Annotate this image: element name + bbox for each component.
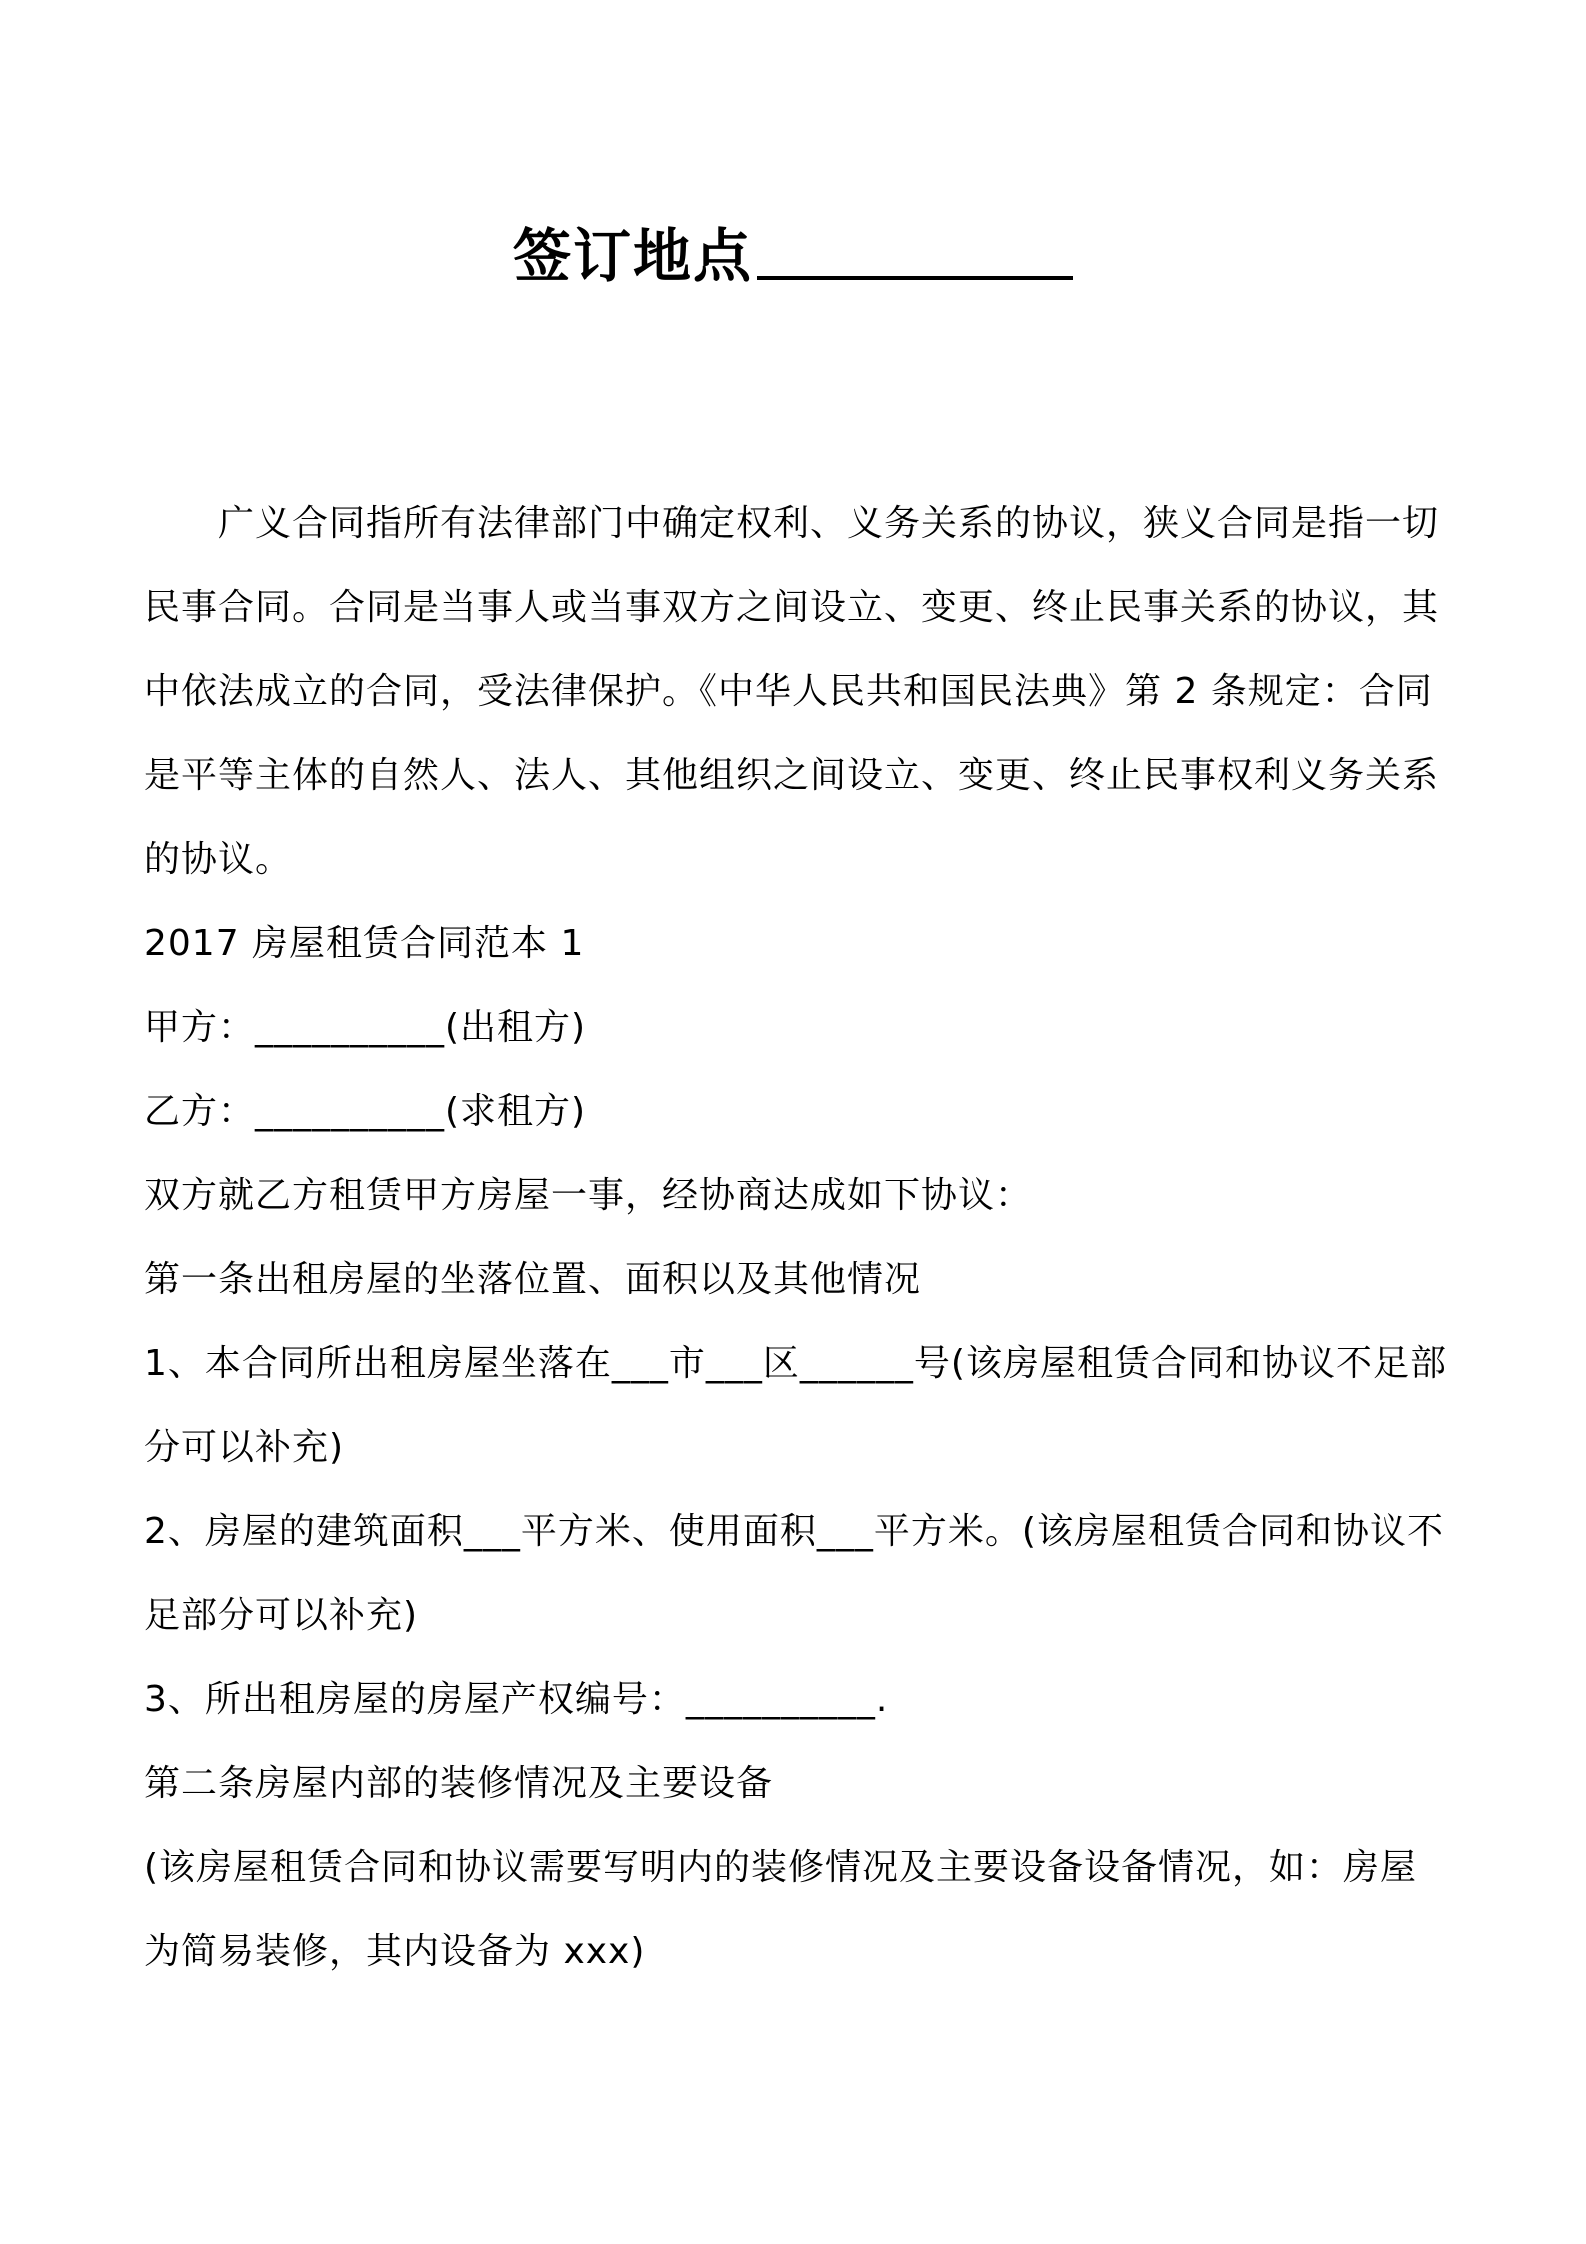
party-b-line: 乙方：__________(求租方)	[144, 1091, 587, 1132]
title-text: 签订地点	[512, 222, 753, 290]
agreement-intro: 双方就乙方租赁甲方房屋一事，经协商达成如下协议：	[144, 1175, 1033, 1216]
article1-item1: 1、本合同所出租房屋坐落在___市___区______号(该房屋租赁合同和协议不足部分可以补充)	[144, 1343, 1447, 1468]
document-title	[0, 216, 1586, 296]
article2-note: (该房屋租赁合同和协议需要写明内的装修情况及主要设备设备情况，如：房屋为简易装修，其内设备为 xxx)	[144, 1847, 1418, 1972]
party-a-line: 甲方：__________(出租方)	[144, 1007, 587, 1048]
article1-heading: 第一条出租房屋的坐落位置、面积以及其他情况	[144, 1259, 922, 1300]
article2-heading: 第二条房屋内部的装修情况及主要设备	[144, 1763, 774, 1804]
article1-item2: 2、房屋的建筑面积___平方米、使用面积___平方米。(该房屋租赁合同和协议不足部分可以补充)	[144, 1511, 1444, 1636]
document-body	[144, 482, 1450, 1994]
title-blank-line	[757, 222, 1073, 280]
contract-heading: 2017 房屋租赁合同范本 1	[144, 923, 585, 964]
article1-item3: 3、所出租房屋的房屋产权编号：__________.	[144, 1679, 889, 1720]
intro-paragraph: 广义合同指所有法律部门中确定权利、义务关系的协议，狭义合同是指一切民事合同。合同是当事人或当事双方之间设立、变更、终止民事关系的协议，其中依法成立的合同，受法律保护。《中华人民共和国民法典》第 2 条规定：合同是平等主体的自然人、法人、其他组织之间设立、变更、终止民事权利义务关系的协议。	[144, 503, 1440, 880]
